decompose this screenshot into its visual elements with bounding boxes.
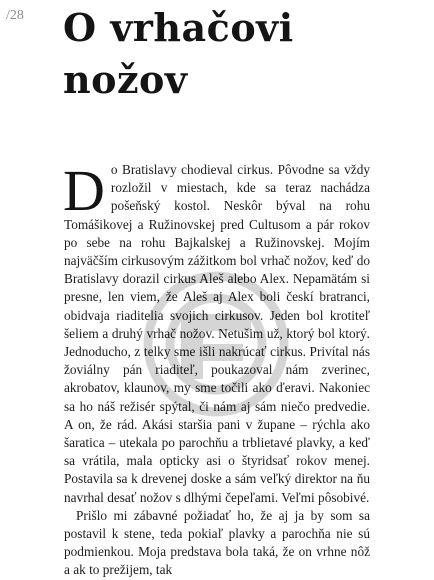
title-line-1: O vrhačovi [63,5,294,50]
article-body [63,158,370,580]
page-number: /28 [6,8,24,23]
paragraph-1 [63,158,370,507]
drop-cap: D [63,158,105,223]
paragraph-2: Prišlo mi zábavné požiadať ho, že aj ja by som sa postavil k stene, teda pokiaľ plavky a parochňa nie sú podmienkou. Moja predstava bola taká, že on vrhne nôž a ak to prežijem, tak [64,507,370,578]
title-line-2: nožov [63,57,188,102]
article-title [63,2,294,106]
paragraph-1-text: o Bratislavy chodieval cirkus. Pôvodne sa vždy rozložil v miestach, kde sa teraz nachádza pošeňský kostol. Neskôr býval na rohu Tomášikovej a Ružinovskej pred Cultusom a pár rokov po sebe na rohu Bajkalskej a Ružinovskej. Mojím najväčším cirkusovým zážitkom bol vrhač nožov, keď do Bratislavy dorazil cirkus Aleš alebo Alex. Nepamätám si presne, len viem, že Aleš aj Alex boli českí bratranci, obidvaja riaditelia svojich cirkusov. Jeden bol krotiteľ šeliem a druhý vrhač nožov. Netušim už, ktorý bol ktorý. Jednoducho, z telky sme išli nakrúcať cirkus. Privítal nás žoviálny pán riaditeľ, poukazoval nám zverinec, akrobatov, klaunov, my sme točili ako ďeravi. Nakoniec sa ho náš režisér spýtal, či nám aj sám niečo predvedie. A on, že rád. Akási staršia pani v župane – rýchla ako šaratica – utekala po parochňu a trblietavé plavky, a keď sa vrátila, mala opticky asi o štyridsať rokov menej. Postavila sa k drevenej doske a sám veľký direktor na ňu navrhal desať nožov s dlhými čepeľami. Veľmi pôsobivé. [64,162,370,505]
